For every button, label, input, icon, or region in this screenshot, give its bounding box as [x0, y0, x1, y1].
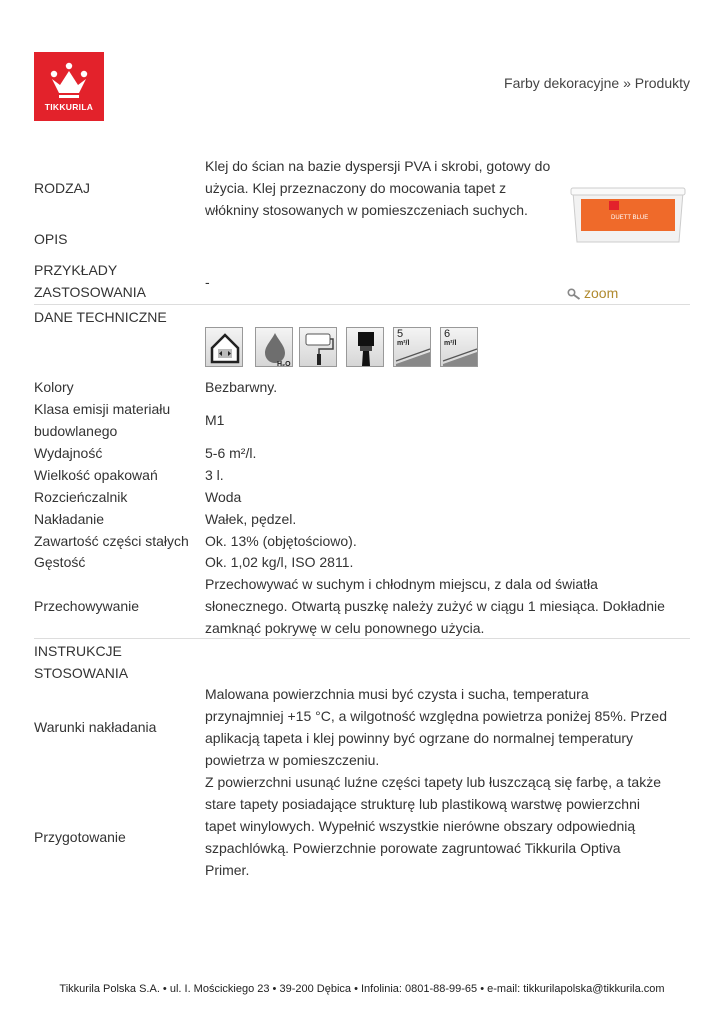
spec-value-przechowywanie-line-3: zamknąć pokrywę w celu ponownego użycia. — [205, 620, 485, 636]
coverage-6-unit: m²/l — [444, 340, 457, 347]
water-drop-h2o-icon — [255, 327, 293, 367]
brush-icon — [346, 327, 384, 367]
spec-value-klasa-emisji: M1 — [205, 412, 225, 428]
spec-label-gestosc: Gęstość — [34, 554, 86, 570]
przygotowanie-value-line-2: stare tapety posiadające strukturę lub plastikową warstwę powierzchni — [205, 796, 640, 812]
divider — [34, 638, 690, 639]
przyklady-value: - — [205, 274, 210, 290]
warunki-value-line-2: przynajmniej +15 °C, a wilgotność względna powietrza poniżej 85%. Przed — [205, 708, 668, 724]
coverage-6-icon — [440, 327, 478, 367]
magnifier-icon — [567, 288, 581, 300]
warunki-nakladania-label: Warunki nakładania — [34, 719, 157, 735]
spec-label-przechowywanie: Przechowywanie — [34, 598, 140, 614]
spec-value-gestosc: Ok. 1,02 kg/l, ISO 2811. — [205, 554, 354, 570]
rodzaj-value-line-3: włókniny stosowanych w pomieszczeniach suchych. — [205, 202, 528, 218]
breadcrumb[interactable]: Farby dekoracyjne » Produkty — [504, 75, 690, 91]
spec-label-rozcienczalnik: Rozcieńczalnik — [34, 489, 128, 505]
crown-icon — [48, 62, 90, 100]
przygotowanie-value-line-1: Z powierzchni usunąć luźne części tapety lub łuszczącą się farbę, a także — [205, 774, 662, 790]
coverage-5-value: 5 — [397, 328, 404, 340]
spec-value-nakladanie: Wałek, pędzel. — [205, 511, 297, 527]
indoor-icon — [205, 327, 243, 367]
logo-text: TIKKURILA — [44, 102, 94, 112]
coverage-6-value: 6 — [444, 328, 451, 340]
spec-value-wielkosc-opakowan: 3 l. — [205, 467, 224, 483]
spec-label-wydajnosc: Wydajność — [34, 445, 103, 461]
przygotowanie-label: Przygotowanie — [34, 829, 126, 845]
spec-value-rozcienczalnik: Woda — [205, 489, 242, 505]
roller-icon — [299, 327, 337, 367]
spec-value-wydajnosc: 5-6 m²/l. — [205, 445, 257, 461]
instrukcje-label-line-2: STOSOWANIA — [34, 665, 129, 681]
zoom-label: zoom — [584, 285, 619, 301]
h2o-text: H₂O — [277, 361, 291, 368]
warunki-value-line-4: powietrza w pomieszczeniu. — [205, 752, 380, 768]
spec-label-klasa-emisji-line-1: Klasa emisji materiału — [34, 401, 171, 417]
product-name-text: DUETT BLUE — [611, 215, 649, 221]
divider — [34, 304, 690, 305]
tikkurila-logo[interactable] — [34, 52, 104, 121]
przygotowanie-value-line-4: szpachlówką. Powierzchnie porowate zagruntować Tikkurila Optiva — [205, 840, 621, 856]
instrukcje-label-line-1: INSTRUKCJE — [34, 643, 122, 659]
spec-label-nakladanie: Nakładanie — [34, 511, 105, 527]
przyklady-label-line-2: ZASTOSOWANIA — [34, 284, 147, 300]
spec-value-przechowywanie-line-1: Przechowywać w suchym i chłodnym miejscu, z dala od światła — [205, 576, 598, 592]
spec-value-kolory: Bezbarwny. — [205, 379, 278, 395]
spec-label-zawartosc: Zawartość części stałych — [34, 533, 189, 549]
spec-label-kolory: Kolory — [34, 379, 74, 395]
warunki-value-line-1: Malowana powierzchnia musi być czysta i sucha, temperatura — [205, 686, 589, 702]
przyklady-label-line-1: PRZYKŁADY — [34, 262, 118, 278]
przygotowanie-value-line-5: Primer. — [205, 862, 250, 878]
rodzaj-value-line-1: Klej do ścian na bazie dyspersji PVA i skrobi, gotowy do — [205, 158, 551, 174]
spec-label-wielkosc-opakowan: Wielkość opakowań — [34, 467, 158, 483]
rodzaj-label: RODZAJ — [34, 180, 90, 196]
product-image[interactable] — [569, 186, 687, 246]
warunki-value-line-3: aplikacją tapeta i klej powinny być ogrzane do normalnej temperatury — [205, 730, 634, 746]
spec-label-klasa-emisji-line-2: budowlanego — [34, 423, 118, 439]
coverage-5-icon — [393, 327, 431, 367]
spec-value-przechowywanie-line-2: słonecznego. Otwartą puszkę należy zużyć w ciągu 1 miesiąca. Dokładnie — [205, 598, 665, 614]
opis-label: OPIS — [34, 231, 68, 247]
dane-techniczne-label: DANE TECHNICZNE — [34, 309, 167, 325]
footer-contact: Tikkurila Polska S.A. • ul. I. Mościckiego 23 • 39-200 Dębica • Infolinia: 0801-88-99-65 • e-mail: tikkurilapolska@tikkurila.com — [59, 983, 665, 995]
zoom-link[interactable] — [567, 285, 618, 301]
rodzaj-value-line-2: użycia. Klej przeznaczony do mocowania tapet z — [205, 180, 507, 196]
przygotowanie-value-line-3: tapet winylowych. Wypełnić wszystkie nierówne obszary odpowiednią — [205, 818, 636, 834]
spec-value-zawartosc: Ok. 13% (objętościowo). — [205, 533, 357, 549]
coverage-5-unit: m²/l — [397, 340, 410, 347]
